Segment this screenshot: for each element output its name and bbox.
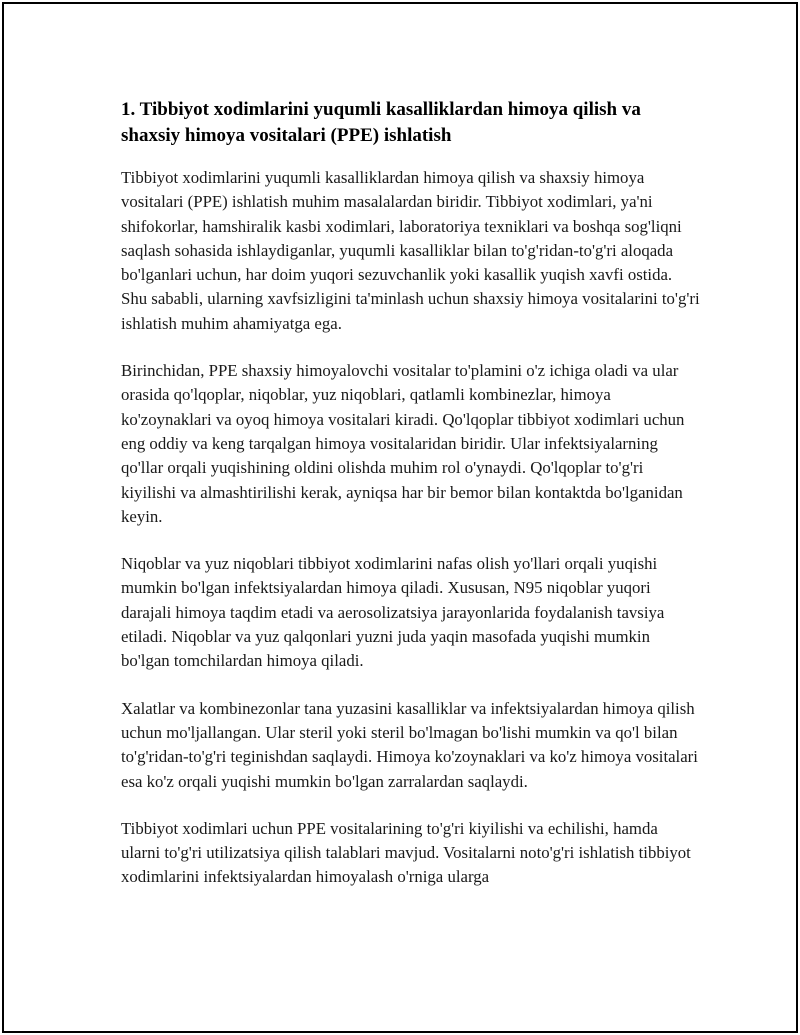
paragraph-2: Birinchidan, PPE shaxsiy himoyalovchi vositalar to'plamini o'z ichiga oladi va ular orasida qo'lqoplar, niqoblar, yuz niqoblari, qatlamli kombinezlar, himoya ko'zoynaklari va oyoq himoya vositalari kiradi. Qo'lqoplar tibbiyot xodimlari uchun eng oddiy va keng tarqalgan himoya vositalaridan biridir. Ular infektsiyalarning qo'llar orqali yuqishining oldini olishda muhim rol o'ynaydi. Qo'lqoplar to'g'ri kiyilishi va almashtirilishi kerak, ayniqsa har bir bemor bilan kontaktda bo'lganidan keyin. <box>121 361 685 526</box>
section-heading: 1. Tibbiyot xodimlarini yuqumli kasalliklardan himoya qilish va shaxsiy himoya vositalari (PPE) ishlatish <box>121 99 641 146</box>
paragraph-5: Tibbiyot xodimlari uchun PPE vositalarining to'g'ri kiyilishi va echilishi, hamda ularni to'g'ri utilizatsiya qilish talablari mavjud. Vositalarni noto'g'ri ishlatish tibbiyot xodimlarini infektsiyalardan himoyalash o'rniga ularga <box>121 818 691 887</box>
document-body <box>121 97 701 913</box>
paragraph-3: Niqoblar va yuz niqoblari tibbiyot xodimlarini nafas olish yo'llari orqali yuqishi mumkin bo'lgan infektsiyalardan himoya qiladi. Xususan, N95 niqoblar yuqori darajali himoya taqdim etadi va aerosolizatsiya jarayonlarida foydalanish tavsiya etiladi. Niqoblar va yuz qalqonlari yuzni juda yaqin masofada yuqishi mumkin bo'lgan tomchilardan himoya qiladi. <box>121 554 665 671</box>
paragraph-4: Xalatlar va kombinezonlar tana yuzasini kasalliklar va infektsiyalardan himoya qilish uchun mo'ljallangan. Ular steril yoki steril bo'lmagan bo'lishi mumkin va qo'l bilan to'g'ridan-to'g'ri teginishdan saqlaydi. Himoya ko'zoynaklari va ko'z himoya vositalari esa ko'z orqali yuqishi mumkin bo'lgan zarralardan saqlaydi. <box>121 698 698 791</box>
document-page <box>2 2 798 1033</box>
paragraph-1: Tibbiyot xodimlarini yuqumli kasalliklardan himoya qilish va shaxsiy himoya vositalari (PPE) ishlatish muhim masalalardan biridir. Tibbiyot xodimlari, ya'ni shifokorlar, hamshiralik kasbi xodimlari, laboratoriya texniklari va boshqa sog'liqni saqlash sohasida ishlaydiganlar, yuqumli kasalliklar bilan to'g'ridan-to'g'ri aloqada bo'lganlari uchun, har doim yuqori sezuvchanlik yoki kasallik yuqish xavfi ostida. Shu sababli, ularning xavfsizligini ta'minlash uchun shaxsiy himoya vositalarini to'g'ri ishlatish muhim ahamiyatga ega. <box>121 168 700 333</box>
